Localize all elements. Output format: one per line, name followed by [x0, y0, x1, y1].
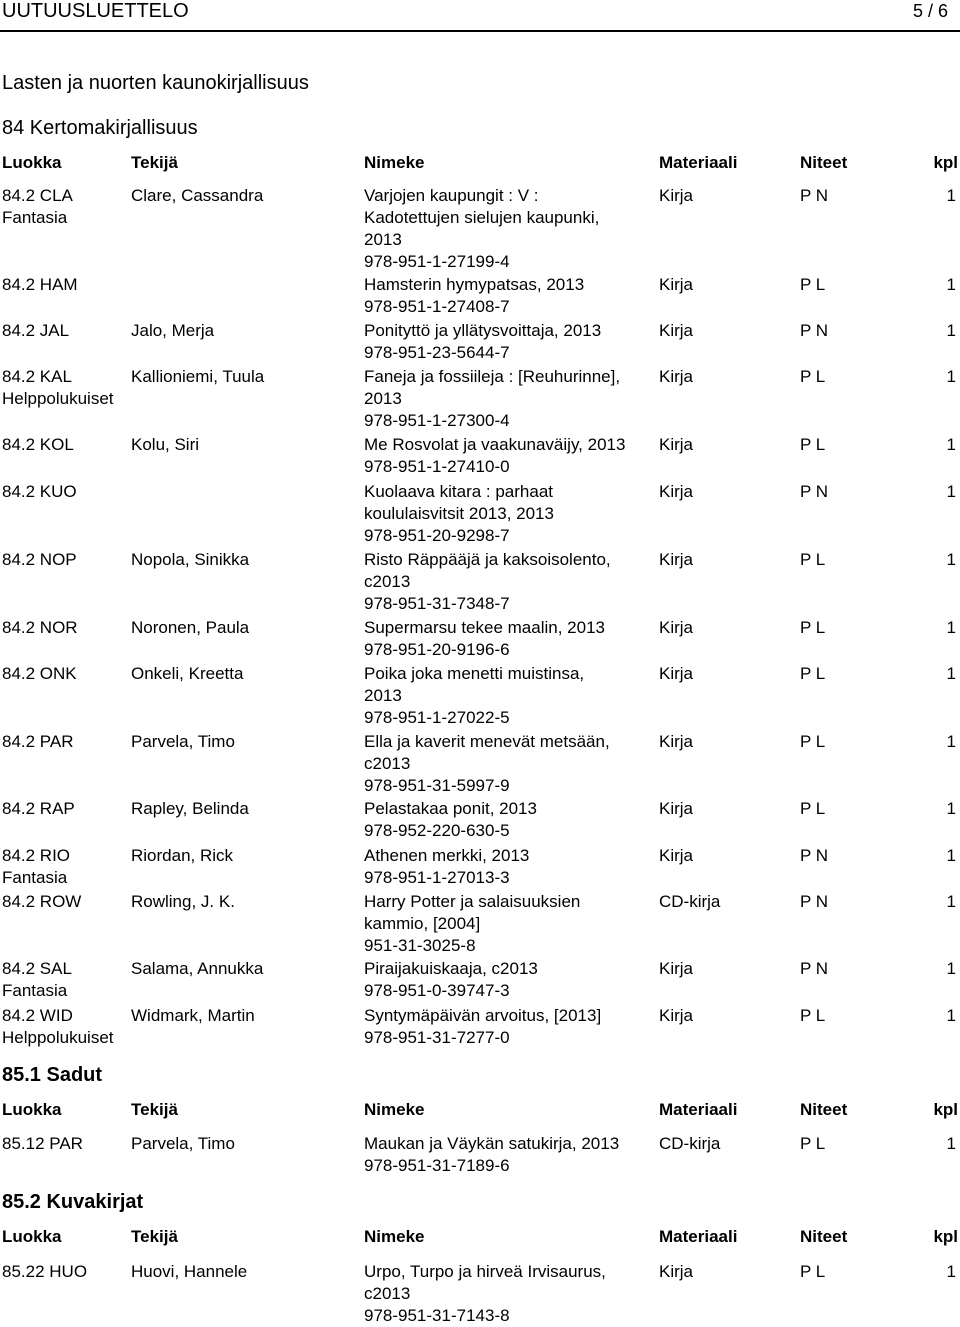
column-header-kpl: kpl [933, 1100, 958, 1119]
cell-tekija: Widmark, Martin [131, 1006, 255, 1025]
cell-niteet: P N [800, 186, 829, 205]
column-header-tekija: Tekijä [131, 1100, 178, 1119]
cell-nimeke: Ella ja kaverit menevät metsään, c2013 978-951-31-5997-9 [364, 732, 610, 795]
cell-niteet: P L [800, 1006, 826, 1025]
cell-luokka: 84.2 HAM [2, 275, 78, 294]
cell-kpl: 1 [946, 732, 956, 751]
cell-materiaali: Kirja [659, 618, 694, 637]
cell-nimeke: Maukan ja Väykän satukirja, 2013 978-951-31-7189-6 [364, 1134, 620, 1175]
column-header-materiaali: Materiaali [659, 1227, 738, 1246]
cell-nimeke: Urpo, Turpo ja hirveä Irvisaurus, c2013 978-951-31-7143-8 [364, 1262, 606, 1325]
cell-niteet: P L [800, 1134, 826, 1153]
cell-tekija: Parvela, Timo [131, 1134, 235, 1153]
cell-nimeke: Syntymäpäivän arvoitus, [2013] 978-951-31-7277-0 [364, 1006, 602, 1047]
cell-nimeke: Faneja ja fossiileja : [Reuhurinne], 2013 978-951-1-27300-4 [364, 367, 621, 430]
cell-nimeke: Athenen merkki, 2013 978-951-1-27013-3 [364, 846, 530, 887]
cell-niteet: P N [800, 846, 829, 865]
cell-luokka: 85.12 PAR [2, 1134, 83, 1153]
column-header-materiaali: Materiaali [659, 1100, 738, 1119]
catalog-title: UUTUUSLUETTELO [2, 0, 189, 22]
cell-materiaali: Kirja [659, 275, 694, 294]
cell-materiaali: Kirja [659, 664, 694, 683]
cell-materiaali: Kirja [659, 482, 694, 501]
column-header-tekija: Tekijä [131, 1227, 178, 1246]
cell-nimeke: Harry Potter ja salaisuuksien kammio, [2004] 951-31-3025-8 [364, 892, 581, 955]
cell-kpl: 1 [946, 618, 956, 637]
page-number: 5 / 6 [912, 1, 948, 21]
cell-materiaali: Kirja [659, 732, 694, 751]
cell-nimeke: Kuolaava kitara : parhaat koululaisvitsit 2013, 2013 978-951-20-9298-7 [364, 482, 554, 545]
cell-nimeke: Poika joka menetti muistinsa, 2013 978-951-1-27022-5 [364, 664, 585, 727]
cell-nimeke: Piraijakuiskaaja, c2013 978-951-0-39747-3 [364, 959, 538, 1000]
cell-nimeke: Pelastakaa ponit, 2013 978-952-220-630-5 [364, 799, 537, 840]
cell-materiaali: Kirja [659, 959, 694, 978]
cell-kpl: 1 [946, 892, 956, 911]
cell-materiaali: Kirja [659, 846, 694, 865]
cell-luokka: 84.2 RAP [2, 799, 75, 818]
cell-niteet: P L [800, 275, 826, 294]
cell-materiaali: Kirja [659, 1006, 694, 1025]
column-header-nimeke: Nimeke [364, 1100, 425, 1119]
cell-kpl: 1 [946, 1006, 956, 1025]
cell-luokka: 84.2 ROW [2, 892, 82, 911]
column-header-nimeke: Nimeke [364, 153, 425, 172]
cell-niteet: P L [800, 367, 826, 386]
column-header-luokka: Luokka [2, 1227, 62, 1246]
cell-materiaali: Kirja [659, 186, 694, 205]
cell-tekija: Clare, Cassandra [131, 186, 264, 205]
cell-niteet: P L [800, 1262, 826, 1281]
cell-materiaali: Kirja [659, 321, 694, 340]
column-header-materiaali: Materiaali [659, 153, 738, 172]
column-header-niteet: Niteet [800, 1100, 848, 1119]
cell-niteet: P L [800, 618, 826, 637]
cell-tekija: Huovi, Hannele [131, 1262, 248, 1281]
cell-luokka: 84.2 JAL [2, 321, 70, 340]
cell-niteet: P L [800, 435, 826, 454]
cell-kpl: 1 [946, 275, 956, 294]
cell-kpl: 1 [946, 367, 956, 386]
cell-tekija: Onkeli, Kreetta [131, 664, 244, 683]
cell-luokka: 84.2 PAR [2, 732, 74, 751]
cell-luokka: 84.2 NOP [2, 550, 77, 569]
cell-luokka: 84.2 NOR [2, 618, 78, 637]
cell-kpl: 1 [946, 799, 956, 818]
cell-niteet: P N [800, 892, 829, 911]
cell-kpl: 1 [946, 664, 956, 683]
cell-niteet: P N [800, 321, 829, 340]
cell-tekija: Salama, Annukka [131, 959, 264, 978]
cell-kpl: 1 [946, 321, 956, 340]
cell-niteet: P N [800, 959, 829, 978]
cell-tekija: Rowling, J. K. [131, 892, 235, 911]
cell-luokka: 84.2 ONK [2, 664, 77, 683]
column-header-kpl: kpl [933, 1227, 958, 1246]
cell-niteet: P N [800, 482, 829, 501]
section-kuvakirjat-title: 85.2 Kuvakirjat [2, 1191, 144, 1213]
cell-luokka: 84.2 WID Helppolukuiset [2, 1006, 114, 1047]
cell-tekija: Kallioniemi, Tuula [131, 367, 265, 386]
cell-kpl: 1 [946, 1134, 956, 1153]
cell-nimeke: Ponityttö ja yllätysvoittaja, 2013 978-951-23-5644-7 [364, 321, 602, 362]
column-header-tekija: Tekijä [131, 153, 178, 172]
cell-luokka: 84.2 RIO Fantasia [2, 846, 71, 887]
cell-kpl: 1 [946, 1262, 956, 1281]
column-header-niteet: Niteet [800, 153, 848, 172]
cell-niteet: P L [800, 732, 826, 751]
cell-nimeke: Hamsterin hymypatsas, 2013 978-951-1-27408-7 [364, 275, 585, 316]
cell-luokka: 84.2 CLA Fantasia [2, 186, 73, 227]
cell-nimeke: Me Rosvolat ja vaakunaväijy, 2013 978-951-1-27410-0 [364, 435, 626, 476]
column-header-luokka: Luokka [2, 1100, 62, 1119]
subsection-title: 84 Kertomakirjallisuus [2, 117, 198, 139]
cell-luokka: 84.2 KAL Helppolukuiset [2, 367, 114, 408]
cell-materiaali: CD-kirja [659, 1134, 721, 1153]
cell-materiaali: Kirja [659, 367, 694, 386]
cell-nimeke: Varjojen kaupungit : V : Kadotettujen sielujen kaupunki, 2013 978-951-1-27199-4 [364, 186, 600, 271]
header-divider [0, 30, 960, 32]
cell-kpl: 1 [946, 186, 956, 205]
section-sadut-title: 85.1 Sadut [2, 1064, 103, 1086]
cell-materiaali: Kirja [659, 1262, 694, 1281]
cell-kpl: 1 [946, 435, 956, 454]
cell-luokka: 84.2 KOL [2, 435, 74, 454]
section-title: Lasten ja nuorten kaunokirjallisuus [2, 72, 309, 94]
cell-tekija: Noronen, Paula [131, 618, 250, 637]
table-header [0, 1099, 960, 1121]
cell-tekija: Rapley, Belinda [131, 799, 249, 818]
cell-niteet: P L [800, 550, 826, 569]
cell-luokka: 85.22 HUO [2, 1262, 88, 1281]
cell-nimeke: Supermarsu tekee maalin, 2013 978-951-20-9196-6 [364, 618, 605, 659]
cell-kpl: 1 [946, 846, 956, 865]
cell-tekija: Nopola, Sinikka [131, 550, 250, 569]
cell-materiaali: Kirja [659, 799, 694, 818]
cell-tekija: Jalo, Merja [131, 321, 215, 340]
cell-kpl: 1 [946, 550, 956, 569]
cell-nimeke: Risto Räppääjä ja kaksoisolento, c2013 978-951-31-7348-7 [364, 550, 611, 613]
column-header-nimeke: Nimeke [364, 1227, 425, 1246]
cell-materiaali: CD-kirja [659, 892, 721, 911]
column-header-luokka: Luokka [2, 153, 62, 172]
cell-kpl: 1 [946, 482, 956, 501]
cell-niteet: P L [800, 664, 826, 683]
cell-tekija: Parvela, Timo [131, 732, 235, 751]
cell-materiaali: Kirja [659, 550, 694, 569]
cell-tekija: Riordan, Rick [131, 846, 234, 865]
cell-niteet: P L [800, 799, 826, 818]
column-header-kpl: kpl [933, 153, 958, 172]
cell-materiaali: Kirja [659, 435, 694, 454]
cell-luokka: 84.2 SAL Fantasia [2, 959, 72, 1000]
cell-kpl: 1 [946, 959, 956, 978]
cell-tekija: Kolu, Siri [131, 435, 200, 454]
column-header-niteet: Niteet [800, 1227, 848, 1246]
cell-luokka: 84.2 KUO [2, 482, 77, 501]
table-header [0, 1226, 960, 1248]
table-header [0, 152, 960, 174]
